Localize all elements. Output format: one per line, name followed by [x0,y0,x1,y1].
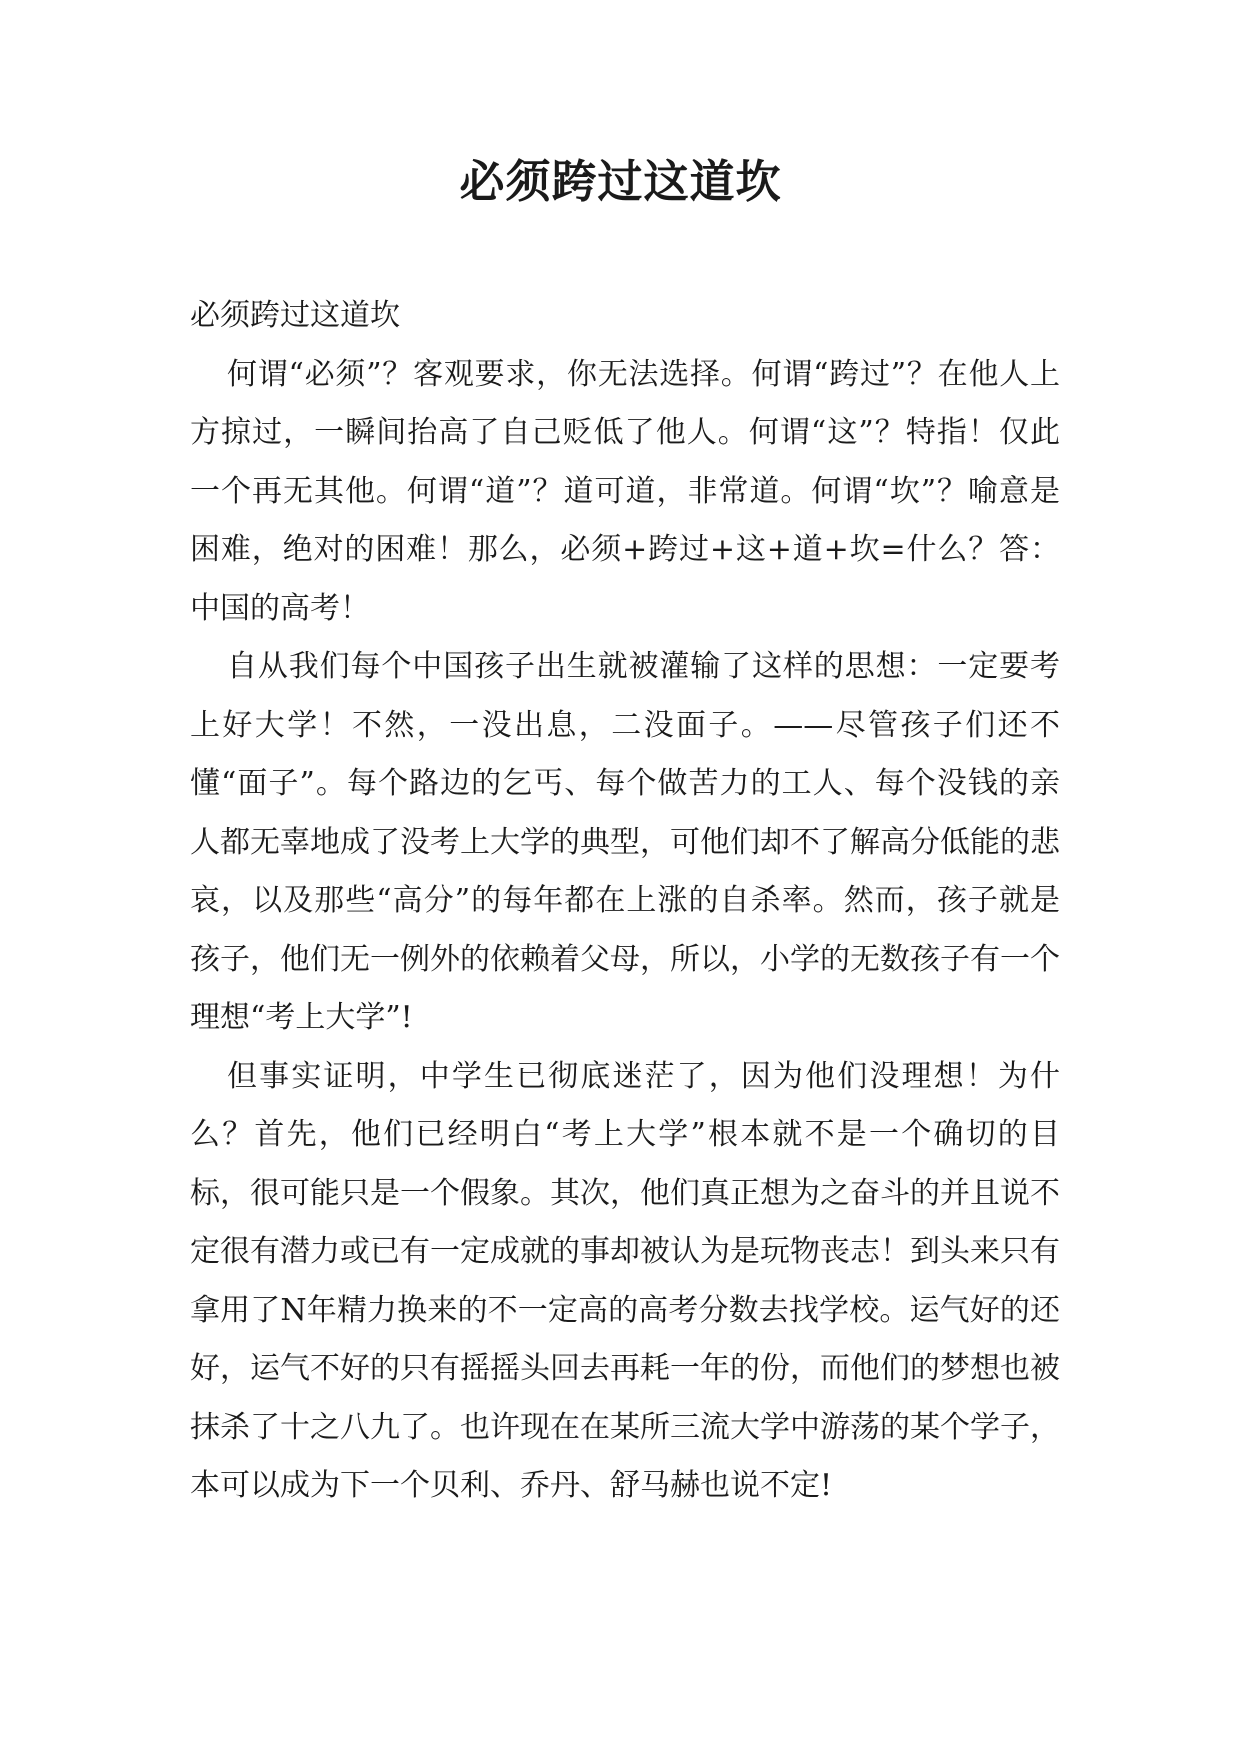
document-title: 必须跨过这道坎 [459,155,782,208]
paragraph-1: 何谓“必须”？客观要求，你无法选择。何谓“跨过”？在他人上方掠过，一瞬间抬高了自己贬低了他人。何谓“这”？特指！仅此一个再无其他。何谓“道”？道可道，非常道。何谓“坎”？喻意是困难，绝对的困难！那么，必须+跨过+这+道+坎=什么？答：中国的高考！ [190,356,1060,626]
paragraph-3: 但事实证明，中学生已彻底迷茫了，因为他们没理想！为什么？首先，他们已经明白“考上大学”根本就不是一个确切的目标，很可能只是一个假象。其次，他们真正想为之奋斗的并且说不定很有潜力或已有一定成就的事却被认为是玩物丧志！到头来只有拿用了N年精力换来的不一定高的高考分数去找学校。运气好的还好，运气不好的只有摇摇头回去再耗一年的份，而他们的梦想也被抹杀了十之八九了。也许现在在某所三流大学中游荡的某个学子，本可以成为下一个贝利、乔丹、舒马赫也说不定! [190,1058,1060,1503]
document-body [190,287,1060,1516]
paragraph-2: 自从我们每个中国孩子出生就被灌输了这样的思想：一定要考上好大学！不然，一没出息，二没面子。——尽管孩子们还不懂“面子”。每个路边的乞丐、每个做苦力的工人、每个没钱的亲人都无辜地成了没考上大学的典型，可他们却不了解高分低能的悲哀，以及那些“高分”的每年都在上涨的自杀率。然而，孩子就是孩子，他们无一例外的依赖着父母，所以，小学的无数孩子有一个理想“考上大学”! [190,649,1060,1035]
document-subtitle: 必须跨过这道坎 [190,298,400,333]
